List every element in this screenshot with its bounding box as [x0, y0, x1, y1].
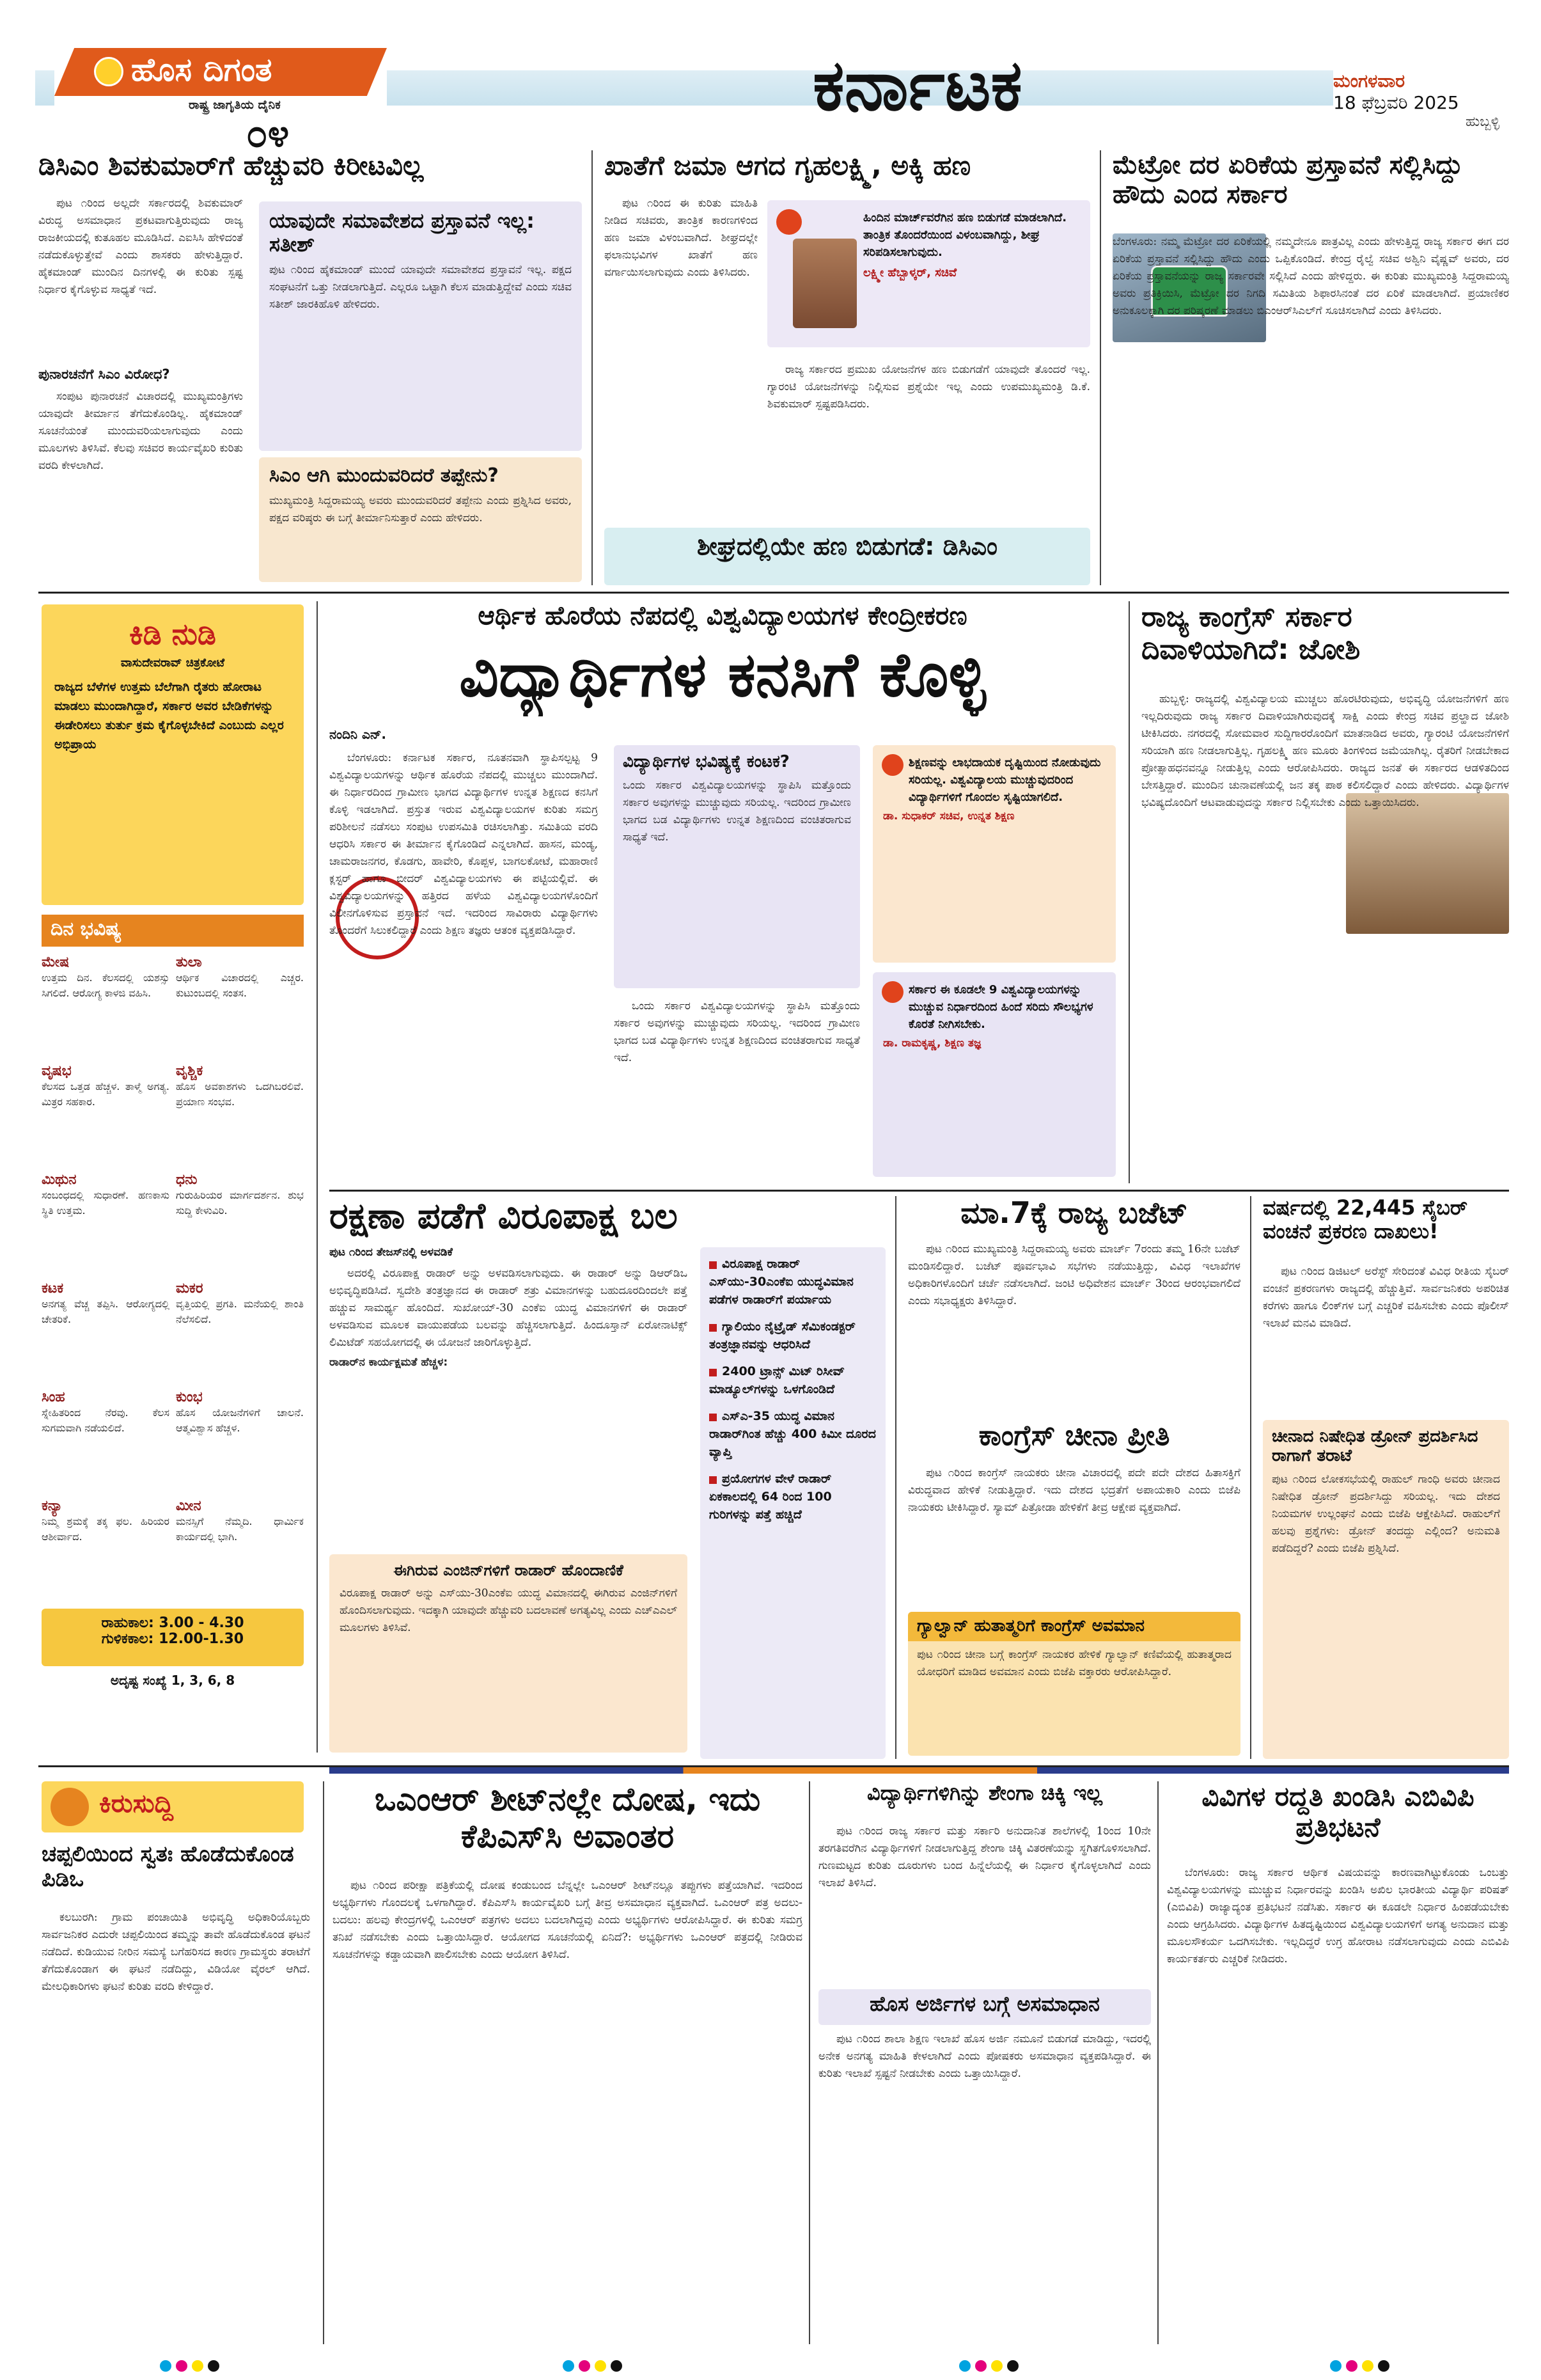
- story-grihalakshmi-headline: ಖಾತೆಗೆ ಜಮಾ ಆಗದ ಗೃಹಲಕ್ಷ್ಮಿ, ಅಕ್ಕಿ ಹಣ: [604, 150, 971, 181]
- sign-name: ಮಕರ: [176, 1281, 203, 1296]
- kirusuddi-title: ಕಿರುಸುದ್ದಿ: [99, 1789, 174, 1818]
- sign-text: ಹೊಸ ಯೋಜನೆಗಳಿಗೆ ಚಾಲನೆ. ಆತ್ಮವಿಶ್ವಾಸ ಹೆಚ್ಚಳ.: [176, 1407, 304, 1434]
- kidi-nudi: [42, 604, 304, 905]
- horoscope: [42, 915, 304, 1753]
- registration-mark: [1007, 2360, 1019, 2372]
- satish-box: [259, 201, 582, 451]
- divider: [323, 1781, 324, 2344]
- story-dcm-body: [38, 195, 243, 361]
- engine-box-title: ಈಗಿರುವ ಎಂಜಿನ್‌ಗಳಿಗೆ ರಾಡಾರ್ ಹೊಂದಾಣಿಕೆ: [393, 1561, 623, 1579]
- story-omr-text: ಪುಟ ೧ರಿಂದ ಪರೀಕ್ಷಾ ಪತ್ರಿಕೆಯಲ್ಲಿ ದೋಷ ಕಂಡುಬಂದ ಬೆನ್ನಲ್ಲೇ ಒಎಂಆರ್ ಶೀಟ್‌ನಲ್ಲೂ ತಪ್ಪುಗಳು ಪತ್ತೆಯಾಗಿವೆ. ಇದರಿಂದ ಅಭ್ಯರ್ಥಿಗಳು ಗೊಂದಲಕ್ಕೆ ಒಳಗಾಗಿದ್ದಾರೆ. ಕೆಪಿಎಸ್‌ಸಿ ಕಾರ್ಯವೈಖರಿ ಬಗ್ಗೆ ತೀವ್ರ ಅಸಮಾಧಾನ ವ್ಯಕ್ತವಾಗಿದೆ. ಒಎಂಆರ್ ಪತ್ರ ಅದಲು-ಬದಲು: ಹಲವು ಕೇಂದ್ರಗಳಲ್ಲಿ ಒಎಂಆರ್ ಪತ್ರಗಳು ಅದಲು ಬದಲಾಗಿದ್ದವು ಎಂದು ಅಭ್ಯರ್ಥಿಗಳು ಆರೋಪಿಸಿದ್ದಾರೆ. ಈ ಕುರಿತು ಸಮಗ್ರ ತನಿಖೆ ನಡೆಸಬೇಕು ಎಂದು ಒತ್ತಾಯಿಸಿದ್ದಾರೆ. ಆಯೋಗದ ಸೂಚನೆಯಲ್ಲಿ ಏನಿದೆ?: ಅಭ್ಯರ್ಥಿಗಳು ಒಎಂಆರ್ ಪತ್ರದಲ್ಲಿ ನೀಡಿರುವ ಸೂಚನೆಗಳನ್ನು ಕಡ್ಡಾಯವಾಗಿ ಪಾಲಿಸಬೇಕು ಎಂದು ಆಯೋಗ ತಿಳಿಸಿದೆ.: [332, 1879, 802, 1961]
- sign-item: [42, 954, 169, 1060]
- registration-mark: [959, 2360, 971, 2372]
- dcm-release-body: [767, 361, 1090, 521]
- story-joshi-body: [1141, 691, 1509, 1180]
- kidi-nudi-author: ವಾಸುದೇವರಾವ್ ಚಿತ್ರಕೋಟೆ: [120, 656, 225, 670]
- kidi-nudi-text: ರಾಜ್ಯದ ಬೆಳೆಗಳ ಉತ್ತಮ ಬೆಲೆಗಾಗಿ ರೈತರು ಹೋರಾಟ ಮಾಡಲು ಮುಂದಾಗಿದ್ದಾರೆ, ಸರ್ಕಾರ ಅವರ ಬೇಡಿಕೆಗಳನ್ನು ಈಡೇರಿಸಲು ತುರ್ತು ಕ್ರಮ ಕೈಗೊಳ್ಳಬೇಕಿದೆ ಎಂಬುದು ಎಲ್ಲರ ಅಭಿಪ್ರಾಯ: [54, 679, 284, 752]
- story-metro-body: [1113, 233, 1509, 582]
- rahu-box: [42, 1609, 304, 1666]
- story-rakshana-body: [329, 1265, 687, 1547]
- future-box: [614, 745, 860, 988]
- story-omr-body: [332, 1877, 802, 2341]
- sign-name: ಮೇಷ: [42, 954, 70, 970]
- sign-text: ಉತ್ತಮ ದಿನ. ಕೆಲಸದಲ್ಲಿ ಯಶಸ್ಸು ಸಿಗಲಿದೆ. ಆರೋಗ್ಯ ಕಾಳಜಿ ವಹಿಸಿ.: [42, 972, 169, 999]
- galwan-box-title: ಗ್ಯಾಲ್ವಾನ್ ಹುತಾತ್ಮರಿಗೆ ಕಾಂಗ್ರೆಸ್ ಅವಮಾನ: [908, 1612, 1240, 1641]
- story-chikki-headline: ವಿದ್ಯಾರ್ಥಿಗಳಿಗಿನ್ನು ಶೇಂಗಾ ಚಿಕ್ಕಿ ಇಲ್ಲ: [867, 1781, 1102, 1805]
- story-dcm-headline: ಡಿಸಿಎಂ ಶಿವಕುಮಾರ್‌ಗೆ ಹೆಚ್ಚುವರಿ ಕಿರೀಟವಿಲ್ಲ: [38, 150, 424, 181]
- story-omr-headline: ಒಎಂಆರ್ ಶೀಟ್‌ನಲ್ಲೇ ದೋಷ, ಇದು ಕೆಪಿಎಸ್‌ಸಿ ಅವಾಂತರ: [374, 1781, 761, 1855]
- lead-body-continued-text: ಒಂದು ಸರ್ಕಾರ ವಿಶ್ವವಿದ್ಯಾಲಯಗಳನ್ನು ಸ್ಥಾಪಿಸಿ ಮತ್ತೊಂದು ಸರ್ಕಾರ ಅವುಗಳನ್ನು ಮುಚ್ಚುವುದು ಸರಿಯಲ್ಲ. ಇದರಿಂದ ಗ್ರಾಮೀಣ ಭಾಗದ ಬಡ ವಿದ್ಯಾರ್ಥಿಗಳು ಉನ್ನತ ಶಿಕ್ಷಣದಿಂದ ವಂಚಿತರಾಗುವ ಸಾಧ್ಯತೆ ಇದೆ.: [614, 1000, 860, 1064]
- registration-mark: [208, 2360, 219, 2372]
- expert-quote: [873, 972, 1116, 1177]
- section-title: ಕರ್ನಾಟಕ: [813, 45, 1022, 126]
- sign-item: [42, 1281, 169, 1386]
- sign-text: ನಿಮ್ಮ ಶ್ರಮಕ್ಕೆ ತಕ್ಕ ಫಲ. ಹಿರಿಯರ ಆಶೀರ್ವಾದ.: [42, 1515, 169, 1543]
- sign-item: [176, 1281, 304, 1386]
- hebbalkar-quote-text: ಹಿಂದಿನ ಮಾರ್ಚ್‌ವರೆಗಿನ ಹಣ ಬಿಡುಗಡೆ ಮಾಡಲಾಗಿದೆ. ತಾಂತ್ರಿಕ ತೊಂದರೆಯಿಂದ ವಿಳಂಬವಾಗಿದ್ದು, ಶೀಘ್ರ ಸರಿಪಡಿಸಲಾಗುವುದು.: [863, 211, 1067, 259]
- gulika-kala: ಗುಳಿಕಕಾಲ: 12.00-1.30: [101, 1631, 244, 1647]
- radar-fact: [709, 1407, 877, 1461]
- engine-box-body: ವಿರೂಪಾಕ್ಷ ರಾಡಾರ್ ಅನ್ನು ಎಸ್‌ಯು-30ಎಂಕೆಐ ಯುದ್ಧ ವಿಮಾನದಲ್ಲಿ ಈಗಿರುವ ಎಂಜಿನ್‌ಗಳಿಗೆ ಹೊಂದಿಸಲಾಗುವುದು. ಇದಕ್ಕಾಗಿ ಯಾವುದೇ ಹೆಚ್ಚುವರಿ ಬದಲಾವಣೆ ಅಗತ್ಯವಿಲ್ಲ ಎಂದು ಎಚ್‌ಎಎಲ್ ಮೂಲಗಳು ತಿಳಿಸಿವೆ.: [340, 1586, 677, 1634]
- registration-mark: [991, 2360, 1003, 2372]
- radar-fact: [709, 1318, 877, 1353]
- radar-fact: [709, 1362, 877, 1398]
- registration-mark: [1362, 2360, 1373, 2372]
- sign-text: ಸ್ನೇಹಿತರಿಂದ ನೆರವು. ಕೆಲಸ ಸುಗಮವಾಗಿ ನಡೆಯಲಿದೆ.: [42, 1407, 169, 1434]
- sign-text: ಮನಸ್ಸಿಗೆ ನೆಮ್ಮದಿ. ಧಾರ್ಮಿಕ ಕಾರ್ಯದಲ್ಲಿ ಭಾಗಿ.: [176, 1515, 304, 1543]
- story-chikki-text: ಪುಟ ೧ರಿಂದ ರಾಜ್ಯ ಸರ್ಕಾರ ಮತ್ತು ಸರ್ಕಾರಿ ಅನುದಾನಿತ ಶಾಲೆಗಳಲ್ಲಿ 1ರಿಂದ 10ನೇ ತರಗತಿವರೆಗಿನ ವಿದ್ಯಾರ್ಥಿಗಳಿಗೆ ನೀಡಲಾಗುತ್ತಿದ್ದ ಶೇಂಗಾ ಚಿಕ್ಕಿ ವಿತರಣೆಯನ್ನು ಸ್ಥಗಿತಗೊಳಿಸಲಾಗಿದೆ. ಗುಣಮಟ್ಟದ ಕುರಿತು ದೂರುಗಳು ಬಂದ ಹಿನ್ನೆಲೆಯಲ್ಲಿ ಈ ನಿರ್ಧಾರ ಕೈಗೊಳ್ಳಲಾಗಿದೆ ಎಂದು ಇಲಾಖೆ ತಿಳಿಸಿದೆ.: [818, 1825, 1151, 1889]
- divider: [329, 1190, 1509, 1192]
- divider: [38, 592, 1509, 594]
- bullet-icon: [709, 1324, 717, 1332]
- sign-item: [42, 1172, 169, 1277]
- kirusuddi-badge: [42, 1781, 304, 1832]
- logo-tagline: ರಾಷ್ಟ್ರ ಜಾಗೃತಿಯ ದೈನಿಕ: [189, 98, 281, 112]
- bullet-icon: [709, 1476, 717, 1484]
- cm-box-body: ಮುಖ್ಯಮಂತ್ರಿ ಸಿದ್ದರಾಮಯ್ಯ ಅವರು ಮುಂದುವರಿದರೆ ತಪ್ಪೇನು ಎಂದು ಪ್ರಶ್ನಿಸಿದ ಅವರು, ಪಕ್ಷದ ವರಿಷ್ಠರು ಈ ಬಗ್ಗೆ ತೀರ್ಮಾನಿಸುತ್ತಾರೆ ಎಂದು ಹೇಳಿದರು.: [269, 494, 572, 524]
- story-abvp: [1167, 1781, 1509, 2344]
- quote-icon: [882, 981, 903, 1003]
- dcm-release-text: ರಾಜ್ಯ ಸರ್ಕಾರದ ಪ್ರಮುಖ ಯೋಜನೆಗಳ ಹಣ ಬಿಡುಗಡೆಗೆ ಯಾವುದೇ ತೊಂದರೆ ಇಲ್ಲ. ಗ್ಯಾರಂಟಿ ಯೋಜನೆಗಳನ್ನು ನಿಲ್ಲಿಸುವ ಪ್ರಶ್ನೆಯೇ ಇಲ್ಲ ಎಂದು ಉಪಮುಖ್ಯಮಂತ್ರಿ ಡಿ.ಕೆ. ಶಿವಕುಮಾರ್ ಸ್ಪಷ್ಟಪಡಿಸಿದರು.: [767, 363, 1090, 411]
- divider: [1129, 601, 1130, 1183]
- engine-box: [329, 1554, 687, 1753]
- registration-mark: [160, 2360, 171, 2372]
- sign-item: [42, 1389, 169, 1495]
- story-rakshana-headline: ರಕ್ಷಣಾ ಪಡೆಗೆ ವಿರೂಪಾಕ್ಷ ಬಲ: [329, 1196, 678, 1237]
- sign-name: ಧನು: [176, 1172, 198, 1188]
- sign-name: ಕನ್ಯಾ: [42, 1498, 63, 1514]
- sign-name: ವೃಷಭ: [42, 1063, 72, 1079]
- radar-fact-text: ಎಸ್ಎ-35 ಯುದ್ಧ ವಿಮಾನ ರಾಡಾರ್‌ಗಿಂತ ಹೆಚ್ಚು 400 ಕಿಮೀ ದೂರದ ವ್ಯಾಪ್ತಿ: [709, 1409, 876, 1459]
- sign-name: ತುಲಾ: [176, 954, 202, 970]
- sign-text: ವೃತ್ತಿಯಲ್ಲಿ ಪ್ರಗತಿ. ಮನೆಯಲ್ಲಿ ಶಾಂತಿ ನೆಲೆಸಲಿದೆ.: [176, 1298, 304, 1325]
- cm-box: [259, 457, 582, 582]
- bullet-icon: [709, 1261, 717, 1269]
- story-metro-text: ಬೆಂಗಳೂರು: ನಮ್ಮ ಮೆಟ್ರೋ ದರ ಏರಿಕೆಯಲ್ಲಿ ನಮ್ಮದೇನೂ ಪಾತ್ರವಿಲ್ಲ ಎಂದು ಹೇಳುತ್ತಿದ್ದ ರಾಜ್ಯ ಸರ್ಕಾರ ಈಗ ದರ ಏರಿಕೆಯ ಪ್ರಸ್ತಾವನೆ ಸಲ್ಲಿಸಿದ್ದು ಹೌದು ಎಂದು ಒಪ್ಪಿಕೊಂಡಿದೆ. ಕೇಂದ್ರ ರೈಲ್ವೆ ಸಚಿವ ಅಶ್ವಿನಿ ವೈಷ್ಣವ್ ಅವರು, ದರ ಏರಿಕೆಯ ಪ್ರಸ್ತಾವನೆಯನ್ನು ರಾಜ್ಯ ಸರ್ಕಾರವೇ ಸಲ್ಲಿಸಿದೆ ಎಂದು ಹೇಳಿದ್ದರು. ಈ ಕುರಿತು ಮುಖ್ಯಮಂತ್ರಿ ಸಿದ್ದರಾಮಯ್ಯ ಅವರು ಪ್ರತಿಕ್ರಿಯಿಸಿ, ಮೆಟ್ರೋ ದರ ನಿಗದಿ ಸಮಿತಿಯ ಶಿಫಾರಸಿನಂತೆ ದರ ಏರಿಕೆ ಮಾಡಲಾಗಿದೆ. ಪ್ರಯಾಣಿಕರ ಅನುಕೂಲಕ್ಕಾಗಿ ದರ ಪರಿಷ್ಕರಣೆ ಮಾಡಲು ಬಿಎಂಆರ್‌ಸಿಎಲ್‌ಗೆ ಸೂಚಿಸಲಾಗಿದೆ ಎಂದು ತಿಳಿಸಿದರು.: [1113, 235, 1509, 317]
- story-chikki: [818, 1781, 1151, 2344]
- story-cyber-headline: ವರ್ಷದಲ್ಲಿ 22,445 ಸೈಬರ್ ವಂಚನೆ ಪ್ರಕರಣ ದಾಖಲು!: [1263, 1196, 1468, 1243]
- story-grihalakshmi-text: ಪುಟ ೧ರಿಂದ ಈ ಕುರಿತು ಮಾಹಿತಿ ನೀಡಿದ ಸಚಿವರು, ತಾಂತ್ರಿಕ ಕಾರಣಗಳಿಂದ ಹಣ ಜಮಾ ವಿಳಂಬವಾಗಿದೆ. ಶೀಘ್ರದಲ್ಲೇ ಫಲಾನುಭವಿಗಳ ಖಾತೆಗೆ ಹಣ ವರ್ಗಾಯಿಸಲಾಗುವುದು ಎಂದು ತಿಳಿಸಿದರು.: [604, 197, 758, 279]
- date-block: [1333, 70, 1512, 150]
- quote-icon: [882, 754, 903, 776]
- rahu-kala: ರಾಹುಕಾಲ: 3.00 - 4.30: [101, 1615, 244, 1631]
- sign-text: ಸಂಬಂಧದಲ್ಲಿ ಸುಧಾರಣೆ. ಹಣಕಾಸು ಸ್ಥಿತಿ ಉತ್ತಮ.: [42, 1189, 169, 1217]
- hebbalkar-quote: [767, 200, 1090, 347]
- registration-mark: [1378, 2360, 1389, 2372]
- page-number: ೦೪: [246, 112, 290, 150]
- story-budget: [908, 1196, 1240, 1414]
- story-dcm: [38, 150, 582, 585]
- hebbalkar-avatar: [793, 239, 857, 328]
- registration-mark: [563, 2360, 574, 2372]
- story-cyber-text: ಪುಟ ೧ರಿಂದ ಡಿಜಿಟಲ್ ಅರೆಸ್ಟ್ ಸೇರಿದಂತೆ ವಿವಿಧ ರೀತಿಯ ಸೈಬರ್ ವಂಚನೆ ಪ್ರಕರಣಗಳು ರಾಜ್ಯದಲ್ಲಿ ಹೆಚ್ಚುತ್ತಿವೆ. ಸಾರ್ವಜನಿಕರು ಅಪರಿಚಿತ ಕರೆಗಳು ಹಾಗೂ ಲಿಂಕ್‌ಗಳ ಬಗ್ಗೆ ಎಚ್ಚರಿಕೆ ವಹಿಸಬೇಕು ಎಂದು ಪೊಲೀಸ್ ಇಲಾಖೆ ಮನವಿ ಮಾಡಿದೆ.: [1263, 1265, 1509, 1330]
- kirusuddi: [42, 1781, 317, 2344]
- divider: [317, 601, 318, 1753]
- sudhakar-quote-text: ಶಿಕ್ಷಣವನ್ನು ಲಾಭದಾಯಕ ದೃಷ್ಟಿಯಿಂದ ನೋಡುವುದು ಸರಿಯಲ್ಲ. ವಿಶ್ವವಿದ್ಯಾಲಯ ಮುಚ್ಚುವುದರಿಂದ ವಿದ್ಯಾರ್ಥಿಗಳಿಗೆ ಗೊಂದಲ ಸೃಷ್ಟಿಯಾಗಲಿದೆ.: [909, 756, 1101, 804]
- story-cyber-body: [1263, 1263, 1509, 1414]
- sign-name: ಮೀನ: [176, 1498, 201, 1514]
- sign-text: ಆರ್ಥಿಕ ವಿಚಾರದಲ್ಲಿ ಎಚ್ಚರ. ಕುಟುಂಬದಲ್ಲಿ ಸಂತಸ.: [176, 972, 304, 999]
- sign-text: ಕೆಲಸದ ಒತ್ತಡ ಹೆಚ್ಚಳ. ತಾಳ್ಮೆ ಅಗತ್ಯ. ಮಿತ್ರರ ಸಹಕಾರ.: [42, 1080, 169, 1108]
- divider: [895, 1196, 896, 1759]
- radar-fact-text: 2400 ಟ್ರಾನ್ಸ್ ಮಿಟ್ ರಿಸೀವ್ ಮಾಡ್ಯೂಲ್‌ಗಳನ್ನು ಒಳಗೊಂಡಿದೆ: [709, 1364, 845, 1396]
- sudhakar-quote-by: ಡಾ. ಸುಧಾಕರ್ ಸಚಿವ, ಉನ್ನತ ಶಿಕ್ಷಣ: [883, 810, 1015, 823]
- radar-facts: [700, 1247, 886, 1759]
- sign-item: [176, 1063, 304, 1169]
- lead-story: [329, 601, 1116, 1183]
- lead-headline: ವಿದ್ಯಾರ್ಥಿಗಳ ಕನಸಿಗೆ ಕೊಳ್ಳಿ: [459, 640, 986, 711]
- story-china-headline: ಕಾಂಗ್ರೆಸ್ ಚೀನಾ ಪ್ರೀತಿ: [978, 1420, 1170, 1452]
- registration-mark: [1346, 2360, 1357, 2372]
- sign-text: ಗುರುಹಿರಿಯರ ಮಾರ್ಗದರ್ಶನ. ಶುಭ ಸುದ್ದಿ ಕೇಳುವಿರಿ.: [176, 1189, 304, 1217]
- horoscope-title: ದಿನ ಭವಿಷ್ಯ: [42, 915, 304, 947]
- divider: [1250, 1196, 1251, 1759]
- sign-name: ವೃಶ್ಚಿಕ: [176, 1063, 203, 1079]
- radar-fact-text: ಪ್ರಯೋಗಗಳ ವೇಳೆ ರಾಡಾರ್ ಏಕಕಾಲದಲ್ಲಿ 64 ರಿಂದ 100 ಗುರಿಗಳನ್ನು ಪತ್ತೆ ಹಚ್ಚಿದೆ: [709, 1472, 832, 1522]
- story-china-text: ಪುಟ ೧ರಿಂದ ಕಾಂಗ್ರೆಸ್ ನಾಯಕರು ಚೀನಾ ವಿಚಾರದಲ್ಲಿ ಪದೇ ಪದೇ ದೇಶದ ಹಿತಾಸಕ್ತಿಗೆ ವಿರುದ್ಧವಾದ ಹೇಳಿಕೆ ನೀಡುತ್ತಿದ್ದಾರೆ. ಇದು ದೇಶದ ಭದ್ರತೆಗೆ ಅಪಾಯಕಾರಿ ಎಂದು ಬಿಜೆಪಿ ನಾಯಕರು ಟೀಕಿಸಿದ್ದಾರೆ. ಸ್ಯಾಮ್ ಪಿತ್ರೋಡಾ ಹೇಳಿಕೆಗೆ ತೀವ್ರ ಆಕ್ಷೇಪ ವ್ಯಕ್ತವಾಗಿದೆ.: [908, 1467, 1240, 1514]
- story-drone-body: ಪುಟ ೧ರಿಂದ ಲೋಕಸಭೆಯಲ್ಲಿ ರಾಹುಲ್ ಗಾಂಧಿ ಅವರು ಚೀನಾದ ನಿಷೇಧಿತ ಡ್ರೋನ್ ಪ್ರದರ್ಶಿಸಿದ್ದು ಸರಿಯಲ್ಲ. ಇದು ದೇಶದ ನಿಯಮಗಳ ಉಲ್ಲಂಘನೆ ಎಂದು ಬಿಜೆಪಿ ಆಕ್ಷೇಪಿಸಿದೆ. ರಾಹುಲ್‌ಗೆ ಹಲವು ಪ್ರಶ್ನೆಗಳು: ಡ್ರೋನ್ ತಂದದ್ದು ಎಲ್ಲಿಂದ? ಅನುಮತಿ ಪಡೆದಿದ್ದರೆ? ಎಂದು ಬಿಜೆಪಿ ಪ್ರಶ್ನಿಸಿದೆ.: [1272, 1472, 1500, 1555]
- logo-text: ಹೊಸ ದಿಗಂತ: [131, 52, 272, 88]
- masthead: [35, 35, 1512, 150]
- sign-item: [42, 1498, 169, 1600]
- story-rakshana-sub: ರಾಡಾರ್‌ನ ಕಾರ್ಯಕ್ಷಮತೆ ಹೆಚ್ಚಳ:: [329, 1356, 448, 1369]
- hebbalkar-quote-by: ಲಕ್ಷ್ಮೀ ಹೆಬ್ಬಾಳ್ಕರ್, ಸಚಿವೆ: [863, 266, 957, 280]
- story-metro-headline: ಮೆಟ್ರೋ ದರ ಏರಿಕೆಯ ಪ್ರಸ್ತಾವನೆ ಸಲ್ಲಿಸಿದ್ದು ಹೌದು ಎಂದ ಸರ್ಕಾರ: [1113, 150, 1463, 209]
- satish-box-body: ಪುಟ ೧ರಿಂದ ಹೈಕಮಾಂಡ್ ಮುಂದೆ ಯಾವುದೇ ಸಮಾವೇಶದ ಪ್ರಸ್ತಾವನೆ ಇಲ್ಲ. ಪಕ್ಷದ ಸಂಘಟನೆಗೆ ಒತ್ತು ನೀಡಲಾಗುತ್ತಿದೆ. ಎಲ್ಲರೂ ಒಟ್ಟಾಗಿ ಕೆಲಸ ಮಾಡುತ್ತಿದ್ದೇವೆ ಎಂದು ಸಚಿವ ಸತೀಶ್ ಜಾರಕಿಹೊಳಿ ಹೇಳಿದರು.: [269, 263, 572, 311]
- registration-mark: [611, 2360, 622, 2372]
- registration-mark: [579, 2360, 590, 2372]
- story-budget-headline: ಮಾ.7ಕ್ಕೆ ರಾಜ್ಯ ಬಜೆಟ್: [960, 1196, 1188, 1230]
- quote-icon: [776, 209, 802, 235]
- city-label: ಹುಬ್ಬಳ್ಳಿ: [1465, 114, 1499, 130]
- sun-icon: [94, 57, 123, 86]
- story-rakshana-text: ಅದರಲ್ಲಿ ವಿರೂಪಾಕ್ಷ ರಾಡಾರ್ ಅನ್ನು ಅಳವಡಿಸಲಾಗುವುದು. ಈ ರಾಡಾರ್ ಅನ್ನು ಡಿಆರ್‌ಡಿಒ ಅಭಿವೃದ್ಧಿಪಡಿಸಿದೆ. ಸ್ವದೇಶಿ ತಂತ್ರಜ್ಞಾನದ ಈ ರಾಡಾರ್ ಶತ್ರು ವಿಮಾನಗಳನ್ನು ಬಹುದೂರದಿಂದಲೇ ಪತ್ತೆ ಹಚ್ಚುವ ಸಾಮರ್ಥ್ಯ ಹೊಂದಿದೆ. ಸುಖೋಯ್-30 ಎಂಕೆಐ ಯುದ್ಧ ವಿಮಾನಗಳಿಗೆ ಈ ರಾಡಾರ್ ಅಳವಡಿಸುವ ಮೂಲಕ ವಾಯುಪಡೆಯ ಬಲವನ್ನು ಹೆಚ್ಚಿಸಲಾಗುತ್ತಿದೆ. ಹಿಂದೂಸ್ತಾನ್ ಏರೋನಾಟಿಕ್ಸ್ ಲಿಮಿಟೆಡ್ ಸಹಯೋಗದಲ್ಲಿ ಈ ಯೋಜನೆ ಜಾರಿಗೊಳ್ಳುತ್ತಿದೆ.: [329, 1267, 687, 1349]
- divider: [591, 150, 593, 585]
- sudhakar-quote: [873, 745, 1116, 963]
- story-omr: [332, 1781, 802, 2344]
- divider: [1100, 150, 1101, 585]
- registration-mark: [176, 2360, 187, 2372]
- story-metro: [1113, 150, 1509, 585]
- story-china-body: [908, 1465, 1240, 1605]
- sign-item: [176, 1389, 304, 1495]
- galwan-box: [908, 1612, 1240, 1756]
- new-forms-text: ಪುಟ ೧ರಿಂದ ಶಾಲಾ ಶಿಕ್ಷಣ ಇಲಾಖೆ ಹೊಸ ಅರ್ಜಿ ನಮೂನೆ ಬಿಡುಗಡೆ ಮಾಡಿದ್ದು, ಇದರಲ್ಲಿ ಅನೇಕ ಅನಗತ್ಯ ಮಾಹಿತಿ ಕೇಳಲಾಗಿದೆ ಎಂದು ಪೋಷಕರು ಅಸಮಾಧಾನ ವ್ಯಕ್ತಪಡಿಸಿದ್ದಾರೆ. ಈ ಕುರಿತು ಇಲಾಖೆ ಸ್ಪಷ್ಟನೆ ನೀಡಬೇಕು ಎಂದು ಒತ್ತಾಯಿಸಿದ್ದಾರೆ.: [818, 2033, 1151, 2080]
- sign-name: ಸಿಂಹ: [42, 1389, 65, 1405]
- cm-box-title: ಸಿಎಂ ಆಗಿ ಮುಂದುವರಿದರೆ ತಪ್ಪೇನು?: [269, 464, 499, 487]
- registration-mark: [1330, 2360, 1342, 2372]
- logo-block: [54, 48, 387, 150]
- new-forms-body: [818, 2031, 1151, 2341]
- bullet-icon: [709, 1414, 717, 1421]
- kirusuddi-body: [42, 1909, 310, 2344]
- kidi-nudi-title: ಕಿಡಿ ನುಡಿ: [129, 617, 216, 651]
- story-drone-headline: ಚೀನಾದ ನಿಷೇಧಿತ ಡ್ರೋನ್ ಪ್ರದರ್ಶಿಸಿದ ರಾಗಾಗೆ ತರಾಟೆ: [1272, 1427, 1478, 1465]
- radar-fact: [709, 1255, 877, 1309]
- story-rakshana: [329, 1196, 886, 1759]
- lucky-numbers: ಅದೃಷ್ಟ ಸಂಖ್ಯೆ 1, 3, 6, 8: [110, 1673, 235, 1688]
- expert-quote-by: ಡಾ. ರಾಮಕೃಷ್ಣ, ಶಿಕ್ಷಣ ತಜ್ಞ: [883, 1037, 982, 1050]
- story-chikki-body: [818, 1823, 1151, 1983]
- sign-text: ಹೊಸ ಅವಕಾಶಗಳು ಒದಗಿಬರಲಿವೆ. ಪ್ರಯಾಣ ಸಂಭವ.: [176, 1080, 304, 1108]
- registration-mark: [192, 2360, 203, 2372]
- new-forms-headline: ಹೊಸ ಅರ್ಜಿಗಳ ಬಗ್ಗೆ ಅಸಮಾಧಾನ: [870, 1992, 1100, 2016]
- story-drone: [1263, 1420, 1509, 1759]
- expert-quote-text: ಸರ್ಕಾರ ಈ ಕೂಡಲೇ 9 ವಿಶ್ವವಿದ್ಯಾಲಯಗಳನ್ನು ಮುಚ್ಚುವ ನಿರ್ಧಾರದಿಂದ ಹಿಂದೆ ಸರಿದು ಸೌಲಭ್ಯಗಳ ಕೊರತೆ ನೀಗಿಸಬೇಕು.: [909, 983, 1093, 1031]
- divider: [809, 1781, 810, 2344]
- finger-icon: [51, 1788, 89, 1826]
- story-dcm-sub-text: ಸಂಪುಟ ಪುನಾರಚನೆ ವಿಚಾರದಲ್ಲಿ ಮುಖ್ಯಮಂತ್ರಿಗಳು ಯಾವುದೇ ತೀರ್ಮಾನ ತೆಗೆದುಕೊಂಡಿಲ್ಲ. ಹೈಕಮಾಂಡ್ ಸೂಚನೆಯಂತೆ ಮುಂದುವರಿಯಲಾಗುವುದು ಎಂದು ಮೂಲಗಳು ತಿಳಿಸಿವೆ. ಕೆಲವು ಸಚಿವರ ಕಾರ್ಯವೈಖರಿ ಕುರಿತು ವರದಿ ಕೇಳಲಾಗಿದೆ.: [38, 390, 243, 472]
- story-rakshana-byline: ಪುಟ ೧ರಿಂದ ತೇಜಸ್‌ನಲ್ಲಿ ಅಳವಡಿಕೆ: [329, 1246, 453, 1259]
- galwan-box-body: ಪುಟ ೧ರಿಂದ ಚೀನಾ ಬಗ್ಗೆ ಕಾಂಗ್ರೆಸ್ ನಾಯಕರ ಹೇಳಿಕೆ ಗ್ಯಾಲ್ವಾನ್ ಕಣಿವೆಯಲ್ಲಿ ಹುತಾತ್ಮರಾದ ಯೋಧರಿಗೆ ಮಾಡಿದ ಅವಮಾನ ಎಂದು ಬಿಜೆಪಿ ವಕ್ತಾರರು ಆರೋಪಿಸಿದ್ದಾರೆ.: [917, 1648, 1232, 1678]
- lead-body: [329, 750, 598, 1178]
- sign-text: ಅನಗತ್ಯ ವೆಚ್ಚ ತಪ್ಪಿಸಿ. ಆರೋಗ್ಯದಲ್ಲಿ ಚೇತರಿಕೆ.: [42, 1298, 169, 1325]
- story-joshi-text: ಹುಬ್ಬಳ್ಳಿ: ರಾಜ್ಯದಲ್ಲಿ ವಿಶ್ವವಿದ್ಯಾಲಯ ಮುಚ್ಚಲು ಹೊರಟಿರುವುದು, ಅಭಿವೃದ್ಧಿ ಯೋಜನೆಗಳಿಗೆ ಹಣ ಇಲ್ಲದಿರುವುದು ರಾಜ್ಯ ಸರ್ಕಾರ ದಿವಾಳಿಯಾಗಿರುವುದಕ್ಕೆ ಸಾಕ್ಷಿ ಎಂದು ಕೇಂದ್ರ ಸಚಿವ ಪ್ರಲ್ಹಾದ ಜೋಶಿ ಟೀಕಿಸಿದರು. ನಗರದಲ್ಲಿ ಸೋಮವಾರ ಸುದ್ದಿಗಾರರೊಂದಿಗೆ ಮಾತನಾಡಿದ ಅವರು, ಗ್ಯಾರಂಟಿ ಯೋಜನೆಗಳಿಗೆ ಸರಿಯಾಗಿ ಹಣ ನೀಡಲಾಗುತ್ತಿಲ್ಲ. ಗೃಹಲಕ್ಷ್ಮಿ ಹಣ ಮೂರು ತಿಂಗಳಿಂದ ಜಮೆಯಾಗಿಲ್ಲ. ರೈತರಿಗೆ ನೀಡಬೇಕಾದ ಪ್ರೋತ್ಸಾಹಧನವನ್ನೂ ನೀಡುತ್ತಿಲ್ಲ ಎಂದು ಆರೋಪಿಸಿದರು. ರಾಜ್ಯದ ಜನತೆ ಈ ಸರ್ಕಾರದ ಆಡಳಿತದಿಂದ ಬೇಸತ್ತಿದ್ದಾರೆ. ಮುಂದಿನ ಚುನಾವಣೆಯಲ್ಲಿ ಜನ ತಕ್ಕ ಪಾಠ ಕಲಿಸಲಿದ್ದಾರೆ ಎಂದು ಹೇಳಿದರು. ವಿದ್ಯಾರ್ಥಿಗಳ ಭವಿಷ್ಯದೊಂದಿಗೆ ಆಟವಾಡುವುದನ್ನು ಸರ್ಕಾರ ನಿಲ್ಲಿಸಬೇಕು ಎಂದು ಒತ್ತಾಯಿಸಿದರು.: [1141, 693, 1509, 809]
- story-abvp-headline: ವಿವಿಗಳ ರದ್ದತಿ ಖಂಡಿಸಿ ಎಬಿವಿಪಿ ಪ್ರತಿಭಟನೆ: [1201, 1781, 1475, 1843]
- lead-body-text: ಬೆಂಗಳೂರು: ಕರ್ನಾಟಕ ಸರ್ಕಾರ, ನೂತನವಾಗಿ ಸ್ಥಾಪಿಸಲ್ಪಟ್ಟ 9 ವಿಶ್ವವಿದ್ಯಾಲಯಗಳನ್ನು ಆರ್ಥಿಕ ಹೊರೆಯ ನೆಪದಲ್ಲಿ ಮುಚ್ಚಲು ಮುಂದಾಗಿದೆ. ಈ ನಿರ್ಧಾರದಿಂದ ಗ್ರಾಮೀಣ ಭಾಗದ ವಿದ್ಯಾರ್ಥಿಗಳ ಉನ್ನತ ಶಿಕ್ಷಣದ ಕನಸಿಗೆ ಕೊಳ್ಳಿ ಇಡಲಾಗಿದೆ. ಪ್ರಸ್ತುತ ಇರುವ ವಿಶ್ವವಿದ್ಯಾಲಯಗಳ ಕುರಿತು ಸಮಗ್ರ ಪರಿಶೀಲನೆ ನಡೆಸಲು ಸಂಪುಟ ಉಪಸಮಿತಿ ರಚಿಸಲಾಗಿತ್ತು. ಸಮಿತಿಯ ವರದಿ ಆಧರಿಸಿ ಸರ್ಕಾರ ಈ ತೀರ್ಮಾನ ಕೈಗೊಂಡಿದೆ ಎನ್ನಲಾಗಿದೆ. ಹಾಸನ, ಮಂಡ್ಯ, ಚಾಮರಾಜನಗರ, ಕೊಡಗು, ಹಾವೇರಿ, ಕೊಪ್ಪಳ, ಬಾಗಲಕೋಟೆ, ಮಹಾರಾಣಿ ಕ್ಲಸ್ಟರ್ ಹಾಗೂ ಬೀದರ್ ವಿಶ್ವವಿದ್ಯಾಲಯಗಳು ಈ ಪಟ್ಟಿಯಲ್ಲಿವೆ. ಈ ವಿಶ್ವವಿದ್ಯಾಲಯಗಳನ್ನು ಹತ್ತಿರದ ಹಳೆಯ ವಿಶ್ವವಿದ್ಯಾಲಯಗಳೊಂದಿಗೆ ವಿಲೀನಗೊಳಿಸುವ ಪ್ರಸ್ತಾವನೆ ಇದೆ. ಇದರಿಂದ ಸಾವಿರಾರು ವಿದ್ಯಾರ್ಥಿಗಳು ತೊಂದರೆಗೆ ಸಿಲುಕಲಿದ್ದಾರೆ ಎಂದು ಶಿಕ್ಷಣ ತಜ್ಞರು ಆತಂಕ ವ್ಯಕ್ತಪಡಿಸಿದ್ದಾರೆ.: [329, 752, 598, 937]
- sign-name: ಮಿಥುನ: [42, 1172, 77, 1188]
- story-joshi-headline: ರಾಜ್ಯ ಕಾಂಗ್ರೆಸ್ ಸರ್ಕಾರ ದಿವಾಳಿಯಾಗಿದೆ: ಜೋಶಿ: [1141, 601, 1361, 666]
- horoscope-grid: [42, 954, 304, 1600]
- kirusuddi-headline: ಚಪ್ಪಲಿಯಿಂದ ಸ್ವತಃ ಹೊಡೆದುಕೊಂಡ ಪಿಡಿಒ: [42, 1842, 294, 1893]
- story-budget-body: [908, 1241, 1240, 1414]
- story-dcm-body-text: ಪುಟ ೧ರಿಂದ ಅಲ್ಲದೇ ಸರ್ಕಾರದಲ್ಲಿ ಶಿವಕುಮಾರ್ ವಿರುದ್ಧ ಅಸಮಾಧಾನ ಪ್ರಕಟವಾಗುತ್ತಿರುವುದು ರಾಜ್ಯ ರಾಜಕೀಯದಲ್ಲಿ ಕುತೂಹಲ ಮೂಡಿಸಿದೆ. ಎಐಸಿಸಿ ಹೇಳಿದಂತೆ ನಡೆದುಕೊಳ್ಳುತ್ತೇವೆ ಎಂದು ಶಾಸಕರು ಹೇಳುತ್ತಿದ್ದಾರೆ. ಹೈಕಮಾಂಡ್ ಮುಂದಿನ ದಿನಗಳಲ್ಲಿ ಈ ಕುರಿತು ಸ್ಪಷ್ಟ ನಿರ್ಧಾರ ಕೈಗೊಳ್ಳುವ ಸಾಧ್ಯತೆ ಇದೆ.: [38, 197, 243, 296]
- registration-mark: [595, 2360, 606, 2372]
- radar-fact: [709, 1470, 877, 1524]
- lead-body-continued: [614, 998, 860, 1177]
- story-joshi: [1141, 601, 1509, 1183]
- sign-item: [176, 1172, 304, 1277]
- story-china: [908, 1420, 1240, 1759]
- date-label: 18 ಫೆಬ್ರವರಿ 2025: [1333, 92, 1459, 113]
- lead-byline: ನಂದಿನಿ ಎನ್.: [329, 727, 387, 742]
- story-cyber: [1263, 1196, 1509, 1414]
- story-dcm-sub-body: [38, 388, 243, 580]
- sign-name: ಕಟಕ: [42, 1281, 64, 1296]
- sign-item: [42, 1063, 169, 1169]
- sign-name: ಕುಂಭ: [176, 1389, 203, 1405]
- story-dcm-sub: ಪುನಾರಚನೆಗೆ ಸಿಎಂ ವಿರೋಧ?: [38, 366, 170, 382]
- future-box-title: ವಿದ್ಯಾರ್ಥಿಗಳ ಭವಿಷ್ಯಕ್ಕೆ ಕಂಟಕ?: [623, 752, 790, 771]
- future-box-body: ಒಂದು ಸರ್ಕಾರ ವಿಶ್ವವಿದ್ಯಾಲಯಗಳನ್ನು ಸ್ಥಾಪಿಸಿ ಮತ್ತೊಂದು ಸರ್ಕಾರ ಅವುಗಳನ್ನು ಮುಚ್ಚುವುದು ಸರಿಯಲ್ಲ. ಇದರಿಂದ ಗ್ರಾಮೀಣ ಭಾಗದ ಬಡ ವಿದ್ಯಾರ್ಥಿಗಳು ಉನ್ನತ ಶಿಕ್ಷಣದಿಂದ ವಂಚಿತರಾಗುವ ಸಾಧ್ಯತೆ ಇದೆ.: [623, 778, 851, 844]
- section-band: [329, 1767, 1509, 1774]
- lead-kicker: ಆರ್ಥಿಕ ಹೊರೆಯ ನೆಪದಲ್ಲಿ ವಿಶ್ವವಿದ್ಯಾಲಯಗಳ ಕೇಂದ್ರೀಕರಣ: [478, 601, 967, 631]
- kirusuddi-text: ಕಲಬುರಗಿ: ಗ್ರಾಮ ಪಂಚಾಯಿತಿ ಅಭಿವೃದ್ಧಿ ಅಧಿಕಾರಿಯೊಬ್ಬರು ಸಾರ್ವಜನಿಕರ ಎದುರೇ ಚಪ್ಪಲಿಯಿಂದ ತಮ್ಮನ್ನು ತಾವೇ ಹೊಡೆದುಕೊಂಡ ಘಟನೆ ನಡೆದಿದೆ. ಕುಡಿಯುವ ನೀರಿನ ಸಮಸ್ಯೆ ಬಗೆಹರಿಸದ ಕಾರಣ ಗ್ರಾಮಸ್ಥರು ತರಾಟೆಗೆ ತೆಗೆದುಕೊಂಡಾಗ ಈ ಘಟನೆ ನಡೆದಿದ್ದು, ವಿಡಿಯೋ ವೈರಲ್ ಆಗಿದೆ. ಮೇಲಧಿಕಾರಿಗಳು ಘಟನೆ ಕುರಿತು ವರದಿ ಕೇಳಿದ್ದಾರೆ.: [42, 1911, 310, 1993]
- story-grihalakshmi: [604, 150, 1090, 585]
- radar-fact-text: ಗ್ಯಾಲಿಯಂ ನೈಟ್ರೈಡ್ ಸೆಮಿಕಂಡಕ್ಟರ್ ತಂತ್ರಜ್ಞಾನವನ್ನು ಆಧರಿಸಿದೆ: [709, 1320, 856, 1352]
- drone-box: [1263, 1420, 1509, 1759]
- divider: [1157, 1781, 1159, 2344]
- story-budget-text: ಪುಟ ೧ರಿಂದ ಮುಖ್ಯಮಂತ್ರಿ ಸಿದ್ದರಾಮಯ್ಯ ಅವರು ಮಾರ್ಚ್ 7ರಂದು ತಮ್ಮ 16ನೇ ಬಜೆಟ್ ಮಂಡಿಸಲಿದ್ದಾರೆ. ಬಜೆಟ್ ಪೂರ್ವಭಾವಿ ಸಭೆಗಳು ನಡೆಯುತ್ತಿದ್ದು, ವಿವಿಧ ಇಲಾಖೆಗಳ ಅಧಿಕಾರಿಗಳೊಂದಿಗೆ ಚರ್ಚೆ ನಡೆಸಲಾಗಿದೆ. ಜಂಟಿ ಅಧಿವೇಶನ ಮಾರ್ಚ್ 3ರಿಂದ ಆರಂಭವಾಗಲಿದೆ ಎಂದು ಸಭಾಧ್ಯಕ್ಷರು ತಿಳಿಸಿದ್ದಾರೆ.: [908, 1243, 1240, 1307]
- bullet-icon: [709, 1369, 717, 1376]
- day-label: ಮಂಗಳವಾರ: [1333, 70, 1405, 91]
- registration-mark: [975, 2360, 987, 2372]
- story-grihalakshmi-body: [604, 195, 758, 515]
- dcm-release-headline: ಶೀಘ್ರದಲ್ಲಿಯೇ ಹಣ ಬಿಡುಗಡೆ: ಡಿಸಿಎಂ: [696, 533, 998, 560]
- radar-fact-text: ವಿರೂಪಾಕ್ಷ ರಾಡಾರ್ ಎಸ್‌ಯು-30ಎಂಕೆಐ ಯುದ್ಧವಿಮಾನ ಪಡೆಗಳ ರಾಡಾರ್‌ಗೆ ಪರ್ಯಾಯ: [709, 1257, 854, 1307]
- story-abvp-body: [1167, 1864, 1509, 2341]
- sign-item: [176, 1498, 304, 1600]
- sign-item: [176, 954, 304, 1060]
- satish-box-title: ಯಾವುದೇ ಸಮಾವೇಶದ ಪ್ರಸ್ತಾವನೆ ಇಲ್ಲ: ಸತೀಶ್: [269, 209, 535, 256]
- story-abvp-text: ಬೆಂಗಳೂರು: ರಾಜ್ಯ ಸರ್ಕಾರ ಆರ್ಥಿಕ ವಿಷಯವನ್ನು ಕಾರಣವಾಗಿಟ್ಟುಕೊಂಡು ಒಂಬತ್ತು ವಿಶ್ವವಿದ್ಯಾಲಯಗಳನ್ನು ಮುಚ್ಚುವ ನಿರ್ಧಾರವನ್ನು ಖಂಡಿಸಿ ಅಖಿಲ ಭಾರತೀಯ ವಿದ್ಯಾರ್ಥಿ ಪರಿಷತ್ (ಎಬಿವಿಪಿ) ರಾಜ್ಯಾದ್ಯಂತ ಪ್ರತಿಭಟನೆ ನಡೆಸಿತು. ಸರ್ಕಾರ ಈ ಕೂಡಲೇ ನಿರ್ಧಾರ ಹಿಂಪಡೆಯಬೇಕು ಎಂದು ಆಗ್ರಹಿಸಿದರು. ವಿದ್ಯಾರ್ಥಿಗಳ ಹಿತದೃಷ್ಟಿಯಿಂದ ವಿಶ್ವವಿದ್ಯಾಲಯಗಳಿಗೆ ಅಗತ್ಯ ಅನುದಾನ ಮತ್ತು ಮೂಲಸೌಕರ್ಯ ಒದಗಿಸಬೇಕು. ಇಲ್ಲದಿದ್ದರೆ ಉಗ್ರ ಹೋರಾಟ ನಡೆಸಲಾಗುವುದು ಎಂದು ಎಬಿವಿಪಿ ಕಾರ್ಯಕರ್ತರು ಎಚ್ಚರಿಕೆ ನೀಡಿದರು.: [1167, 1866, 1509, 1966]
